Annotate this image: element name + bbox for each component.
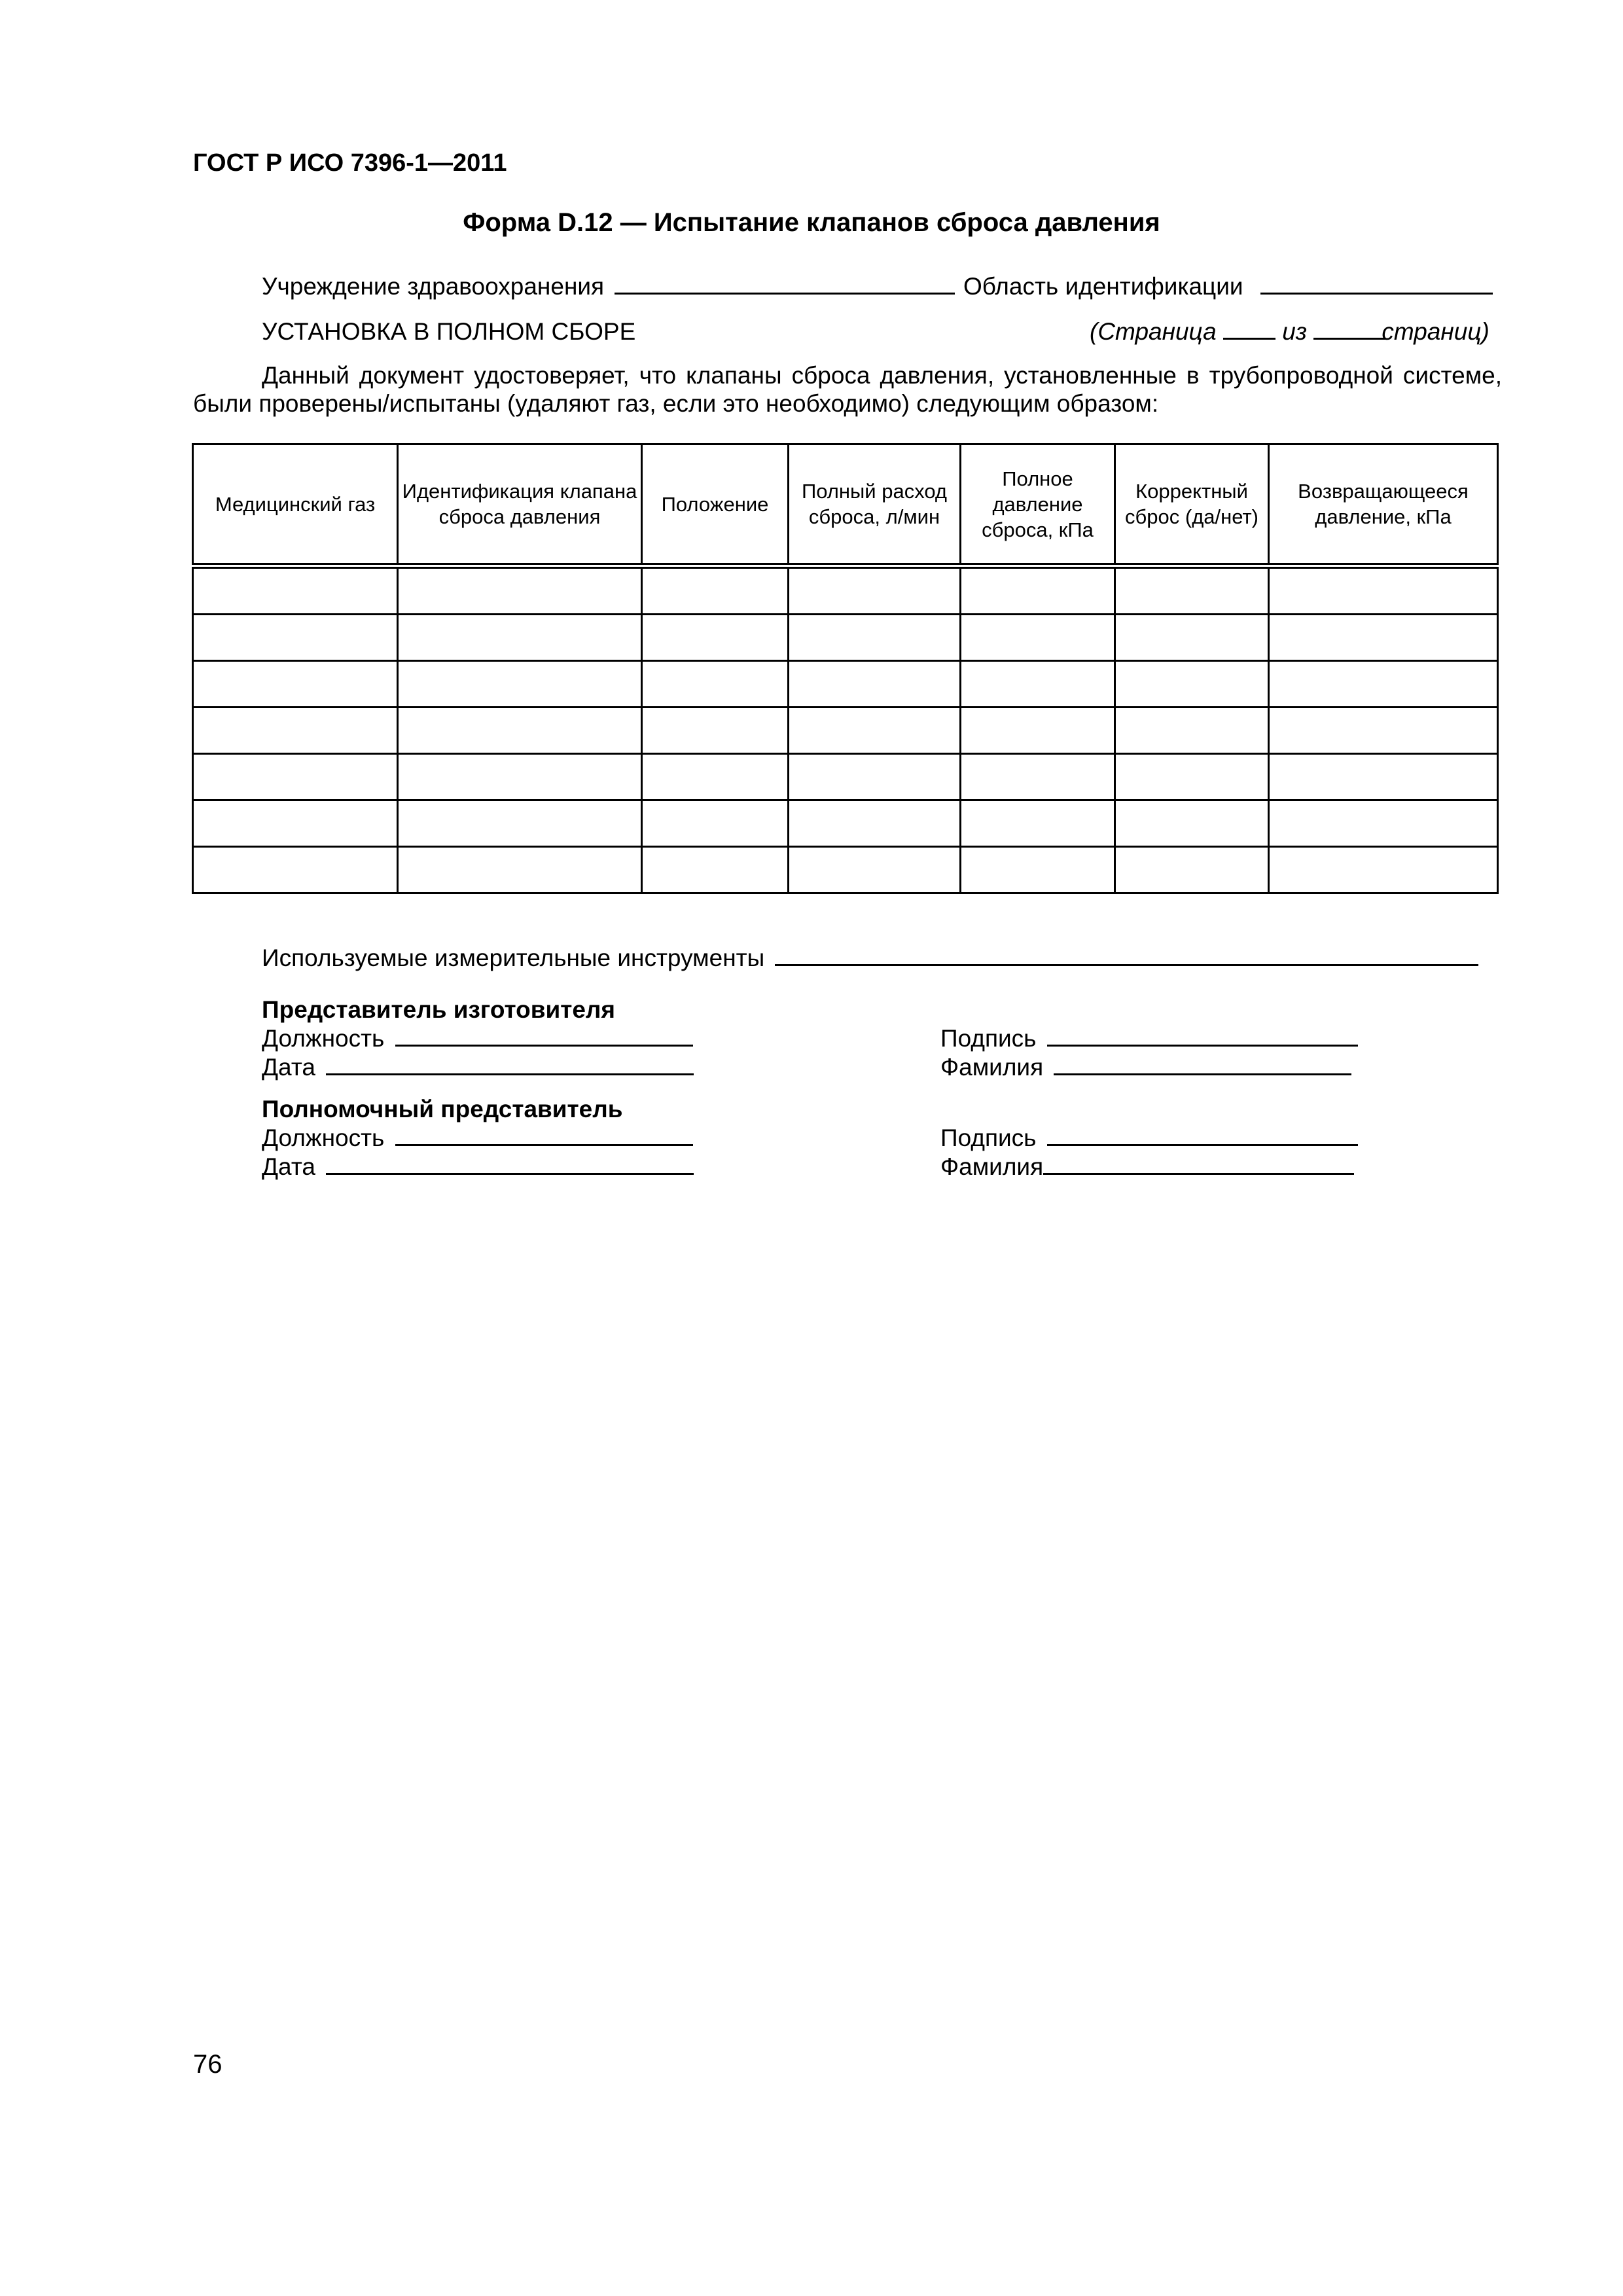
authorized-date-label: Дата [262,1153,315,1180]
table-row [193,566,1498,615]
table-cell[interactable] [961,615,1115,661]
header-full-flow: Полный расход сброса, л/мин [789,444,961,566]
table-cell[interactable] [642,800,789,847]
table-cell[interactable] [193,566,398,615]
area-field-row [963,273,1493,300]
header-valve-identification: Идентификация клапана сброса давления [398,444,642,566]
table-row [193,800,1498,847]
institution-label: Учреждение здравоохранения [262,273,605,300]
table-cell[interactable] [398,800,642,847]
table-cell[interactable] [1115,800,1269,847]
paragraph-line-2: были проверены/испытаны (удаляют газ, если это необходимо) следующим образом: [193,390,1159,417]
table-cell[interactable] [961,800,1115,847]
authorized-position-row [262,1124,693,1152]
authorized-surname-input[interactable] [1043,1153,1354,1175]
table-cell[interactable] [193,615,398,661]
table-cell[interactable] [961,661,1115,708]
manufacturer-date-row [262,1054,694,1081]
page-counter-start: (Страница [1090,318,1217,345]
table-row [193,615,1498,661]
table-cell[interactable] [193,708,398,754]
table-cell[interactable] [193,661,398,708]
certification-paragraph [193,361,1502,418]
manufacturer-position-row [262,1025,693,1052]
manufacturer-position-input[interactable] [395,1025,693,1047]
institution-field-row [262,273,955,300]
table-cell[interactable] [1269,661,1498,708]
table-cell[interactable] [961,708,1115,754]
table-cell[interactable] [789,615,961,661]
authorized-date-row [262,1153,694,1181]
table-cell[interactable] [1115,708,1269,754]
table-cell[interactable] [642,566,789,615]
relief-valve-table [192,443,1499,894]
page-counter [1090,318,1489,346]
table-cell[interactable] [398,847,642,893]
table-cell[interactable] [642,754,789,800]
table-cell[interactable] [1269,566,1498,615]
table-cell[interactable] [1115,754,1269,800]
table-cell[interactable] [1115,615,1269,661]
manufacturer-position-label: Должность [262,1025,385,1052]
header-position: Положение [642,444,789,566]
table-cell[interactable] [642,847,789,893]
table-body [193,566,1498,893]
table-cell[interactable] [789,800,961,847]
table-cell[interactable] [642,708,789,754]
table-cell[interactable] [193,800,398,847]
table-cell[interactable] [398,708,642,754]
authorized-position-label: Должность [262,1124,385,1151]
authorized-surname-row [940,1153,1354,1181]
table-cell[interactable] [1269,847,1498,893]
installation-label: УСТАНОВКА В ПОЛНОМ СБОРЕ [262,318,636,345]
table-cell[interactable] [1269,708,1498,754]
table-cell[interactable] [1269,615,1498,661]
table-cell[interactable] [1269,800,1498,847]
authorized-surname-label: Фамилия [940,1153,1044,1180]
table-cell[interactable] [398,661,642,708]
table-cell[interactable] [642,661,789,708]
table-cell[interactable] [789,566,961,615]
table-cell[interactable] [961,754,1115,800]
table-cell[interactable] [398,754,642,800]
table-row [193,847,1498,893]
header-reseat-pressure: Возвращающееся давление, кПа [1269,444,1498,566]
table-cell[interactable] [398,566,642,615]
header-medical-gas: Медицинский газ [193,444,398,566]
table-row [193,708,1498,754]
manufacturer-surname-row [940,1054,1351,1081]
institution-input-line[interactable] [615,273,955,295]
table-cell[interactable] [1269,754,1498,800]
header-full-pressure: Полное давление сброса, кПа [961,444,1115,566]
table-cell[interactable] [789,661,961,708]
table-cell[interactable] [1115,847,1269,893]
manufacturer-surname-input[interactable] [1054,1054,1351,1075]
page-number: 76 [193,2050,223,2079]
manufacturer-rep-title: Представитель изготовителя [262,996,616,1023]
manufacturer-signature-row [940,1025,1358,1052]
page-counter-end: страниц) [1382,318,1489,345]
table-cell[interactable] [789,708,961,754]
manufacturer-date-input[interactable] [326,1054,694,1075]
header-correct-relief: Корректный сброс (да/нет) [1115,444,1269,566]
authorized-signature-input[interactable] [1047,1124,1358,1146]
authorized-rep-title: Полномочный представитель [262,1096,623,1122]
table-cell[interactable] [642,615,789,661]
table-row [193,754,1498,800]
page-counter-mid: из [1282,318,1308,345]
area-label: Область идентификации [963,273,1243,300]
manufacturer-signature-label: Подпись [940,1025,1037,1052]
table-cell[interactable] [789,847,961,893]
page-current-input[interactable] [1223,318,1275,340]
form-title: Форма D.12 — Испытание клапанов сброса давления [463,208,1160,237]
manufacturer-signature-input[interactable] [1047,1025,1358,1047]
area-input-line[interactable] [1260,273,1493,295]
document-code: ГОСТ Р ИСО 7396-1—2011 [193,149,507,177]
authorized-date-input[interactable] [326,1153,694,1175]
table-cell[interactable] [193,847,398,893]
table-header-row [193,444,1498,566]
table-cell[interactable] [961,847,1115,893]
table-cell[interactable] [1115,566,1269,615]
table-cell[interactable] [398,615,642,661]
page-total-input[interactable] [1313,318,1385,340]
manufacturer-date-label: Дата [262,1054,315,1081]
table-cell[interactable] [961,566,1115,615]
instruments-input-line[interactable] [775,944,1478,966]
table-cell[interactable] [1115,661,1269,708]
table-row [193,661,1498,708]
table-cell[interactable] [789,754,961,800]
authorized-signature-label: Подпись [940,1124,1037,1151]
instruments-label: Используемые измерительные инструменты [262,944,765,971]
manufacturer-surname-label: Фамилия [940,1054,1044,1081]
instruments-row [262,944,1478,972]
table-cell[interactable] [193,754,398,800]
authorized-position-input[interactable] [395,1124,693,1146]
authorized-signature-row [940,1124,1358,1152]
paragraph-line-1: Данный документ удостоверяет, что клапаны сброса давления, установленные в трубопроводной системе, [262,362,1502,389]
